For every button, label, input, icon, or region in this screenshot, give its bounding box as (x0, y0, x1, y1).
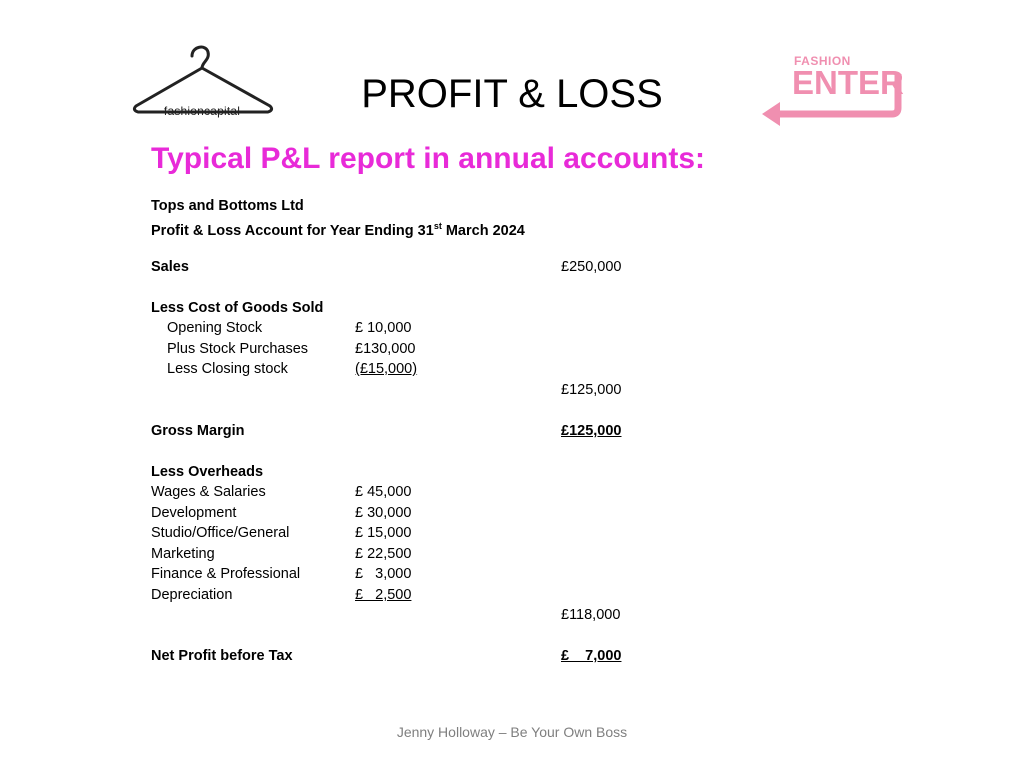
company-name: Tops and Bottoms Ltd (151, 198, 304, 214)
overhead-item-value: £ 45,000 (355, 484, 412, 500)
cogs-item-value: £ 10,000 (355, 320, 412, 336)
sales-value: £250,000 (561, 259, 622, 275)
gross-margin-value: £125,000 (561, 423, 622, 439)
cogs-item-value: (£15,000) (355, 361, 418, 377)
overhead-item-label: Depreciation (151, 587, 233, 603)
overhead-item-label: Studio/Office/General (151, 525, 290, 541)
overhead-item-value: £ 15,000 (355, 525, 412, 541)
report-period-sup: st (433, 221, 442, 231)
page-subtitle: Typical P&L report in annual accounts: (151, 142, 705, 175)
fashion-enter-small-text: FASHION (794, 54, 851, 68)
net-profit-label: Net Profit before Tax (151, 648, 293, 664)
overheads-heading: Less Overheads (151, 464, 264, 480)
overhead-item-value: £ 30,000 (355, 505, 412, 521)
report-period-prefix: Profit & Loss Account for Year Ending 31 (151, 222, 434, 239)
overhead-item-label: Development (151, 505, 237, 521)
page-title: PROFIT & LOSS (361, 72, 663, 116)
overhead-item-label: Marketing (151, 546, 215, 562)
gross-margin-label: Gross Margin (151, 423, 245, 439)
overhead-item-value: £ 2,500 (355, 587, 412, 603)
report-period (151, 216, 525, 239)
sales-label: Sales (151, 259, 189, 275)
footer-text: Jenny Holloway – Be Your Own Boss (396, 724, 628, 740)
fashion-enter-big-text: ENTER (792, 64, 904, 101)
cogs-item-label: Plus Stock Purchases (167, 341, 309, 357)
cogs-total: £125,000 (561, 382, 622, 398)
cogs-item-label: Less Closing stock (167, 361, 288, 377)
overhead-item-label: Wages & Salaries (151, 484, 266, 500)
fashioncapital-wordmark: fashioncapital (163, 104, 241, 118)
report-period-suffix: March 2024 (441, 222, 525, 239)
cogs-item-value: £130,000 (355, 341, 416, 357)
overhead-item-value: £ 22,500 (355, 546, 412, 562)
cogs-heading: Less Cost of Goods Sold (151, 300, 324, 316)
overheads-total: £118,000 (561, 607, 621, 623)
overhead-item-value: £ 3,000 (355, 566, 412, 582)
cogs-item-label: Opening Stock (167, 320, 263, 336)
overhead-item-label: Finance & Professional (151, 566, 301, 582)
net-profit-value: £ 7,000 (561, 648, 622, 664)
